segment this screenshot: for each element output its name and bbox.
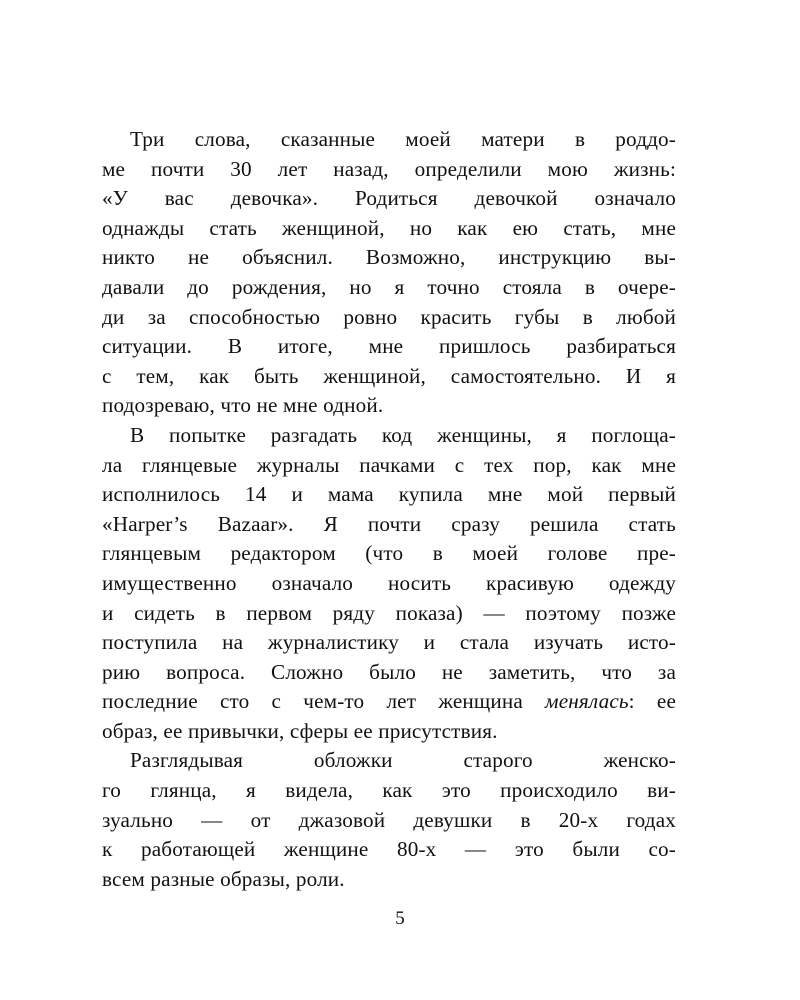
paragraph-2-line-5: глянцевым редактором (что в моей голове пре- [102,541,676,566]
paragraph-1-line-5: никто не объяснил. Возможно, инструкцию вы- [102,245,676,270]
paragraph-1-line-2: ме почти 30 лет назад, определили мою жизнь: [102,156,676,181]
paragraph-3-line-3: зуально — от джазовой девушки в 20-х годах [102,807,676,832]
paragraph-2-line-11: образ, ее привычки, сферы ее присутствия. [102,718,498,743]
paragraph-2-line-4: «Harper’s Bazaar». Я почти сразу решила стать [102,511,676,536]
paragraph-3-line-2: го глянца, я видела, как это происходило ви- [102,778,676,803]
italic-word: менялась [545,689,629,714]
paragraph-1-line-8: ситуации. В итоге, мне пришлось разбираться [102,334,676,359]
paragraph-3-line-1: Разглядывая обложки старого женско- [130,748,676,773]
paragraph-1-line-1: Три слова, сказанные моей матери в роддо- [130,127,676,151]
paragraph-2-line-3: исполнилось 14 и мама купила мне мой первый [102,482,676,507]
paragraph-2-line-10 [102,687,676,717]
paragraph-1-line-4: однажды стать женщиной, но как ею стать, мне [102,215,676,240]
page-number: 5 [395,908,405,929]
paragraph-2-line-6: имущественно означало носить красивую одежду [102,570,676,595]
paragraph-2-line-1: В попытке разгадать код женщины, я поглоща- [130,422,676,447]
line-text-after-italic: : ее [628,689,676,714]
paragraph-3-line-4: к работающей женщине 80-х — это были со- [102,837,676,862]
line-text-before-italic: последние сто с чем-то лет женщина [102,689,546,714]
paragraph-1-line-10: подозреваю, что не мне одной. [102,393,384,418]
paragraph-1-line-9: с тем, как быть женщиной, самостоятельно. И я [102,363,676,388]
paragraph-3-line-5: всем разные образы, роли. [102,866,345,891]
paragraph-2-line-2: ла глянцевые журналы пачками с тех пор, как мне [102,452,676,477]
body-text [102,125,676,894]
paragraph-1-line-7: ди за способностью ровно красить губы в любой [102,304,676,329]
paragraph-2-line-8: поступила на журналистику и стала изучать исто- [102,630,676,655]
paragraph-2-line-9: рию вопроса. Сложно было не заметить, что за [102,659,676,684]
paragraph-1-line-6: давали до рождения, но я точно стояла в очере- [102,274,676,299]
paragraph-2-line-7: и сидеть в первом ряду показа) — поэтому позже [102,600,676,625]
paragraph-1-line-3: «У вас девочка». Родиться девочкой означало [102,186,676,211]
